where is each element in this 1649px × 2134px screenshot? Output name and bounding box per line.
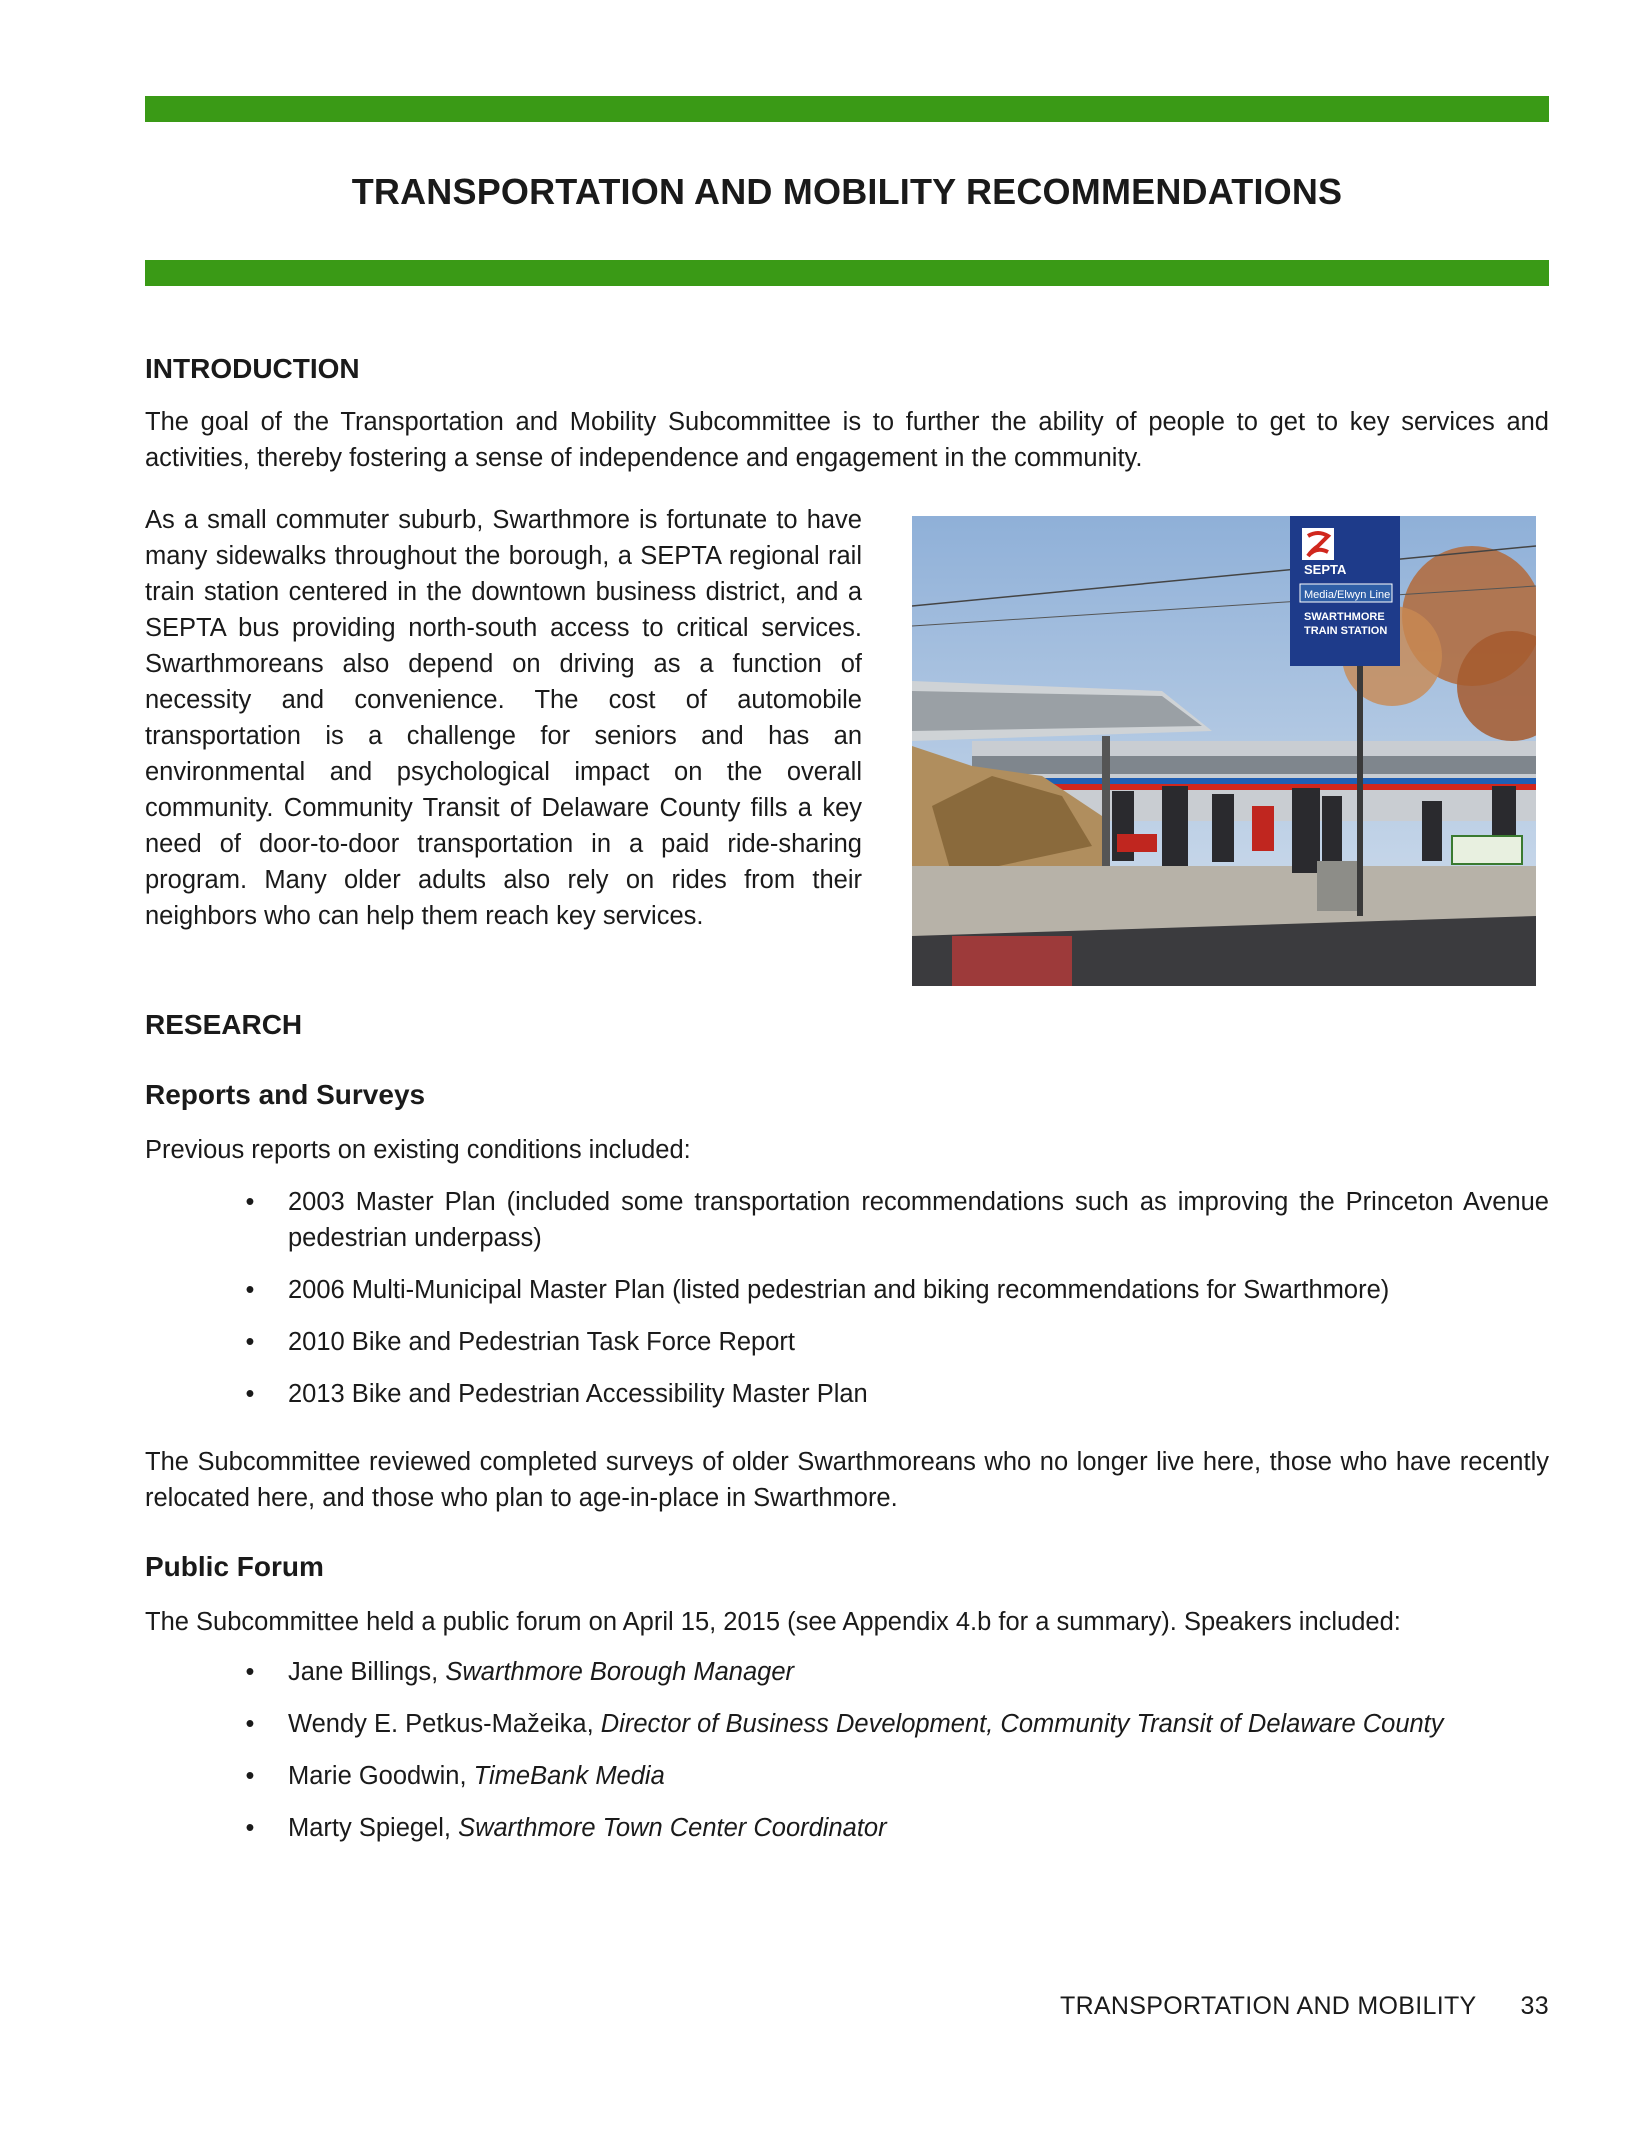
forum-intro: The Subcommittee held a public forum on April 15, 2015 (see Appendix 4.b for a summary). Speakers included: <box>145 1608 1401 1636</box>
page-number: 33 <box>1520 1992 1549 2020</box>
sign-brand: SEPTA <box>1304 562 1347 577</box>
train-station-photo <box>912 516 1536 986</box>
page-title: TRANSPORTATION AND MOBILITY RECOMMENDATIONS <box>351 171 1343 212</box>
research-heading: RESEARCH <box>145 1009 303 1040</box>
list-item: • 2010 Bike and Pedestrian Task Force Report <box>288 1324 1549 1360</box>
header-rule-bottom <box>145 260 1549 286</box>
page-footer <box>1060 1992 1549 2021</box>
bullet-icon: • <box>245 1188 255 1216</box>
list-item: • Wendy E. Petkus-Mažeika, Director of Business Development, Community Transit of Delaware County <box>288 1706 1549 1742</box>
speakers-list <box>145 1654 1549 1846</box>
list-item: • 2006 Multi-Municipal Master Plan (listed pedestrian and biking recommendations for Swarthmore) <box>288 1272 1549 1308</box>
reports-heading: Reports and Surveys <box>145 1079 426 1110</box>
list-item: • 2003 Master Plan (included some transportation recommendations such as improving the Princeton Avenue pedestrian underpass) <box>288 1184 1549 1256</box>
reports-list <box>145 1184 1549 1412</box>
introduction-heading: INTRODUCTION <box>145 353 360 384</box>
bullet-icon: • <box>245 1328 255 1356</box>
bullet-icon: • <box>245 1814 255 1842</box>
list-item: • Marie Goodwin, TimeBank Media <box>288 1758 1549 1794</box>
forum-heading: Public Forum <box>145 1551 324 1582</box>
sign-station-2: TRAIN STATION <box>1304 625 1388 637</box>
sign-line: Media/Elwyn Line <box>1304 589 1391 601</box>
train-station-illustration <box>912 516 1536 986</box>
bullet-icon: • <box>245 1762 255 1790</box>
bullet-icon: • <box>245 1658 255 1686</box>
page-content <box>145 96 1549 1862</box>
introduction-paragraph-2: As a small commuter suburb, Swarthmore is fortunate to have many sidewalks throughout the borough, a SEPTA regional rail train station centered in the downtown business district, and a SEPTA bus providing north-south access to critical services. Swarthmoreans also depend on driving as a function of necessity and convenience. The cost of automobile transportation is a challenge for seniors and has an environmental and psychological impact on the overall community. Community Transit of Delaware County fills a key need of door-to-door transportation in a paid ride-sharing program. Many older adults also rely on rides from their neighbors who can help them reach key services. <box>145 506 862 930</box>
bullet-icon: • <box>245 1710 255 1738</box>
introduction-paragraph-1: The goal of the Transportation and Mobility Subcommittee is to further the ability of people to get to key services and activities, thereby fostering a sense of independence and engagement in the community. <box>145 408 1549 472</box>
list-item: • Marty Spiegel, Swarthmore Town Center Coordinator <box>288 1810 1549 1846</box>
reports-intro: Previous reports on existing conditions included: <box>145 1136 691 1164</box>
header-rule-top <box>145 96 1549 122</box>
list-item: • Jane Billings, Swarthmore Borough Manager <box>288 1654 1549 1690</box>
introduction-row <box>145 502 1549 986</box>
list-item: • 2013 Bike and Pedestrian Accessibility Master Plan <box>288 1376 1549 1412</box>
sign-station-1: SWARTHMORE <box>1304 611 1385 623</box>
bullet-icon: • <box>245 1276 255 1304</box>
bullet-icon: • <box>245 1380 255 1408</box>
reports-closing: The Subcommittee reviewed completed surveys of older Swarthmoreans who no longer live here, those who have recently relocated here, and those who plan to age-in-place in Swarthmore. <box>145 1448 1549 1512</box>
footer-section: TRANSPORTATION AND MOBILITY <box>1060 1992 1477 2020</box>
